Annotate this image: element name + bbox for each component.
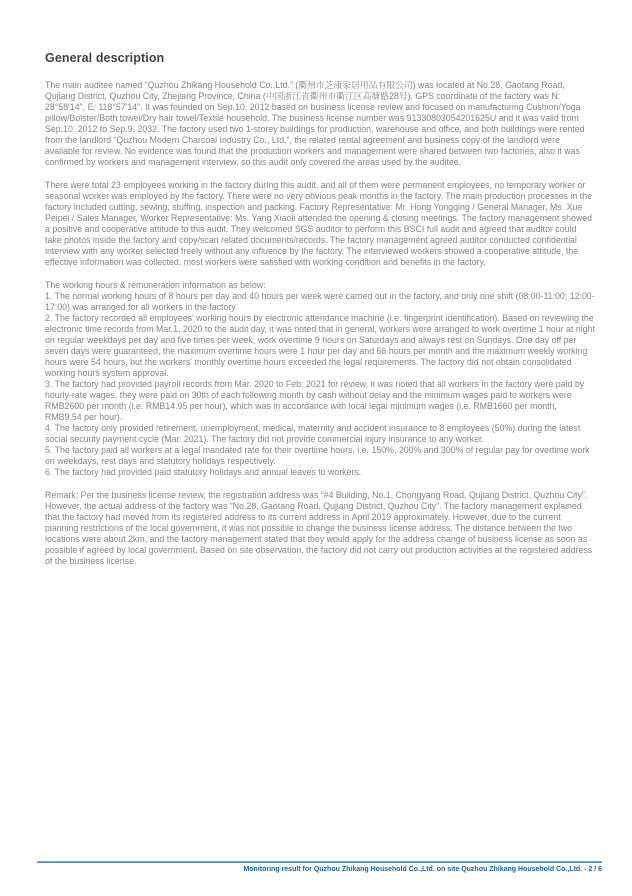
paragraph-1: The main auditee named “Quzhou Zhikang Household Co.,Ltd.” (衢州市芝康家居用品有限公司) was located at No.28, Gaotang Road, Qujiang District, Quzhou City, Zhejiang Province, China (中国浙江省衢州市衢江区高塘路28号). GPS coordinate of the factory was N: 28°58'14", E: 118°57'14". It was founded on Sep.10, 2012 based on business license review and focused on manufacturing Cushion/Yoga pillow/Bolster/Both towel/Dry hair towel/Textile household. The business license number was 91330803054201625U and it was valid from Sep.10, 2012 to Sep.9, 2032. The factory used two 1-storey buildings for production, warehouse and office, and both buildings were rented from the landlord “Quzhou Modern Charcoal Industry Co., Ltd.”, the related rental agreement and business copy of the landlord were available for review. No evidence was found that the production workers and management were shared between two factories, also it was confirmed by workers and management interview, so this audit only covered the areas used by the auditee. <box>45 80 585 167</box>
footer-text: Monitoring result for Quzhou Zhikang Household Co.,Ltd. on site Quzhou Zhikang Household Co.,Ltd. - 2 / 6 <box>243 866 602 873</box>
paragraph-3-item-2: 1. The normal working hours of 8 hours per day and 40 hours per week were carried out in the factory, and only one shift (08:00-11:00; 12:00-17:00) was arranged for all workers in the factory. <box>45 291 595 312</box>
document-content <box>45 51 595 567</box>
footer-divider <box>37 861 602 863</box>
page-title: General description <box>45 51 165 65</box>
paragraph-3-item-4: 3. The factory had provided payroll records from Mar. 2020 to Feb. 2021 for review, it was noted that all workers in the factory were paid by hourly-rate wages, they were paid on 30th of each following month by cash without delay and the minimum wages paid to workers were RMB2600 per month (i.e. RMB14.95 per hour), which was in accordance with local legal minimum wages (i.e. RMB1660 per month, RMB9.54 per hour). <box>45 379 585 422</box>
paragraph-3-item-6: 5. The factory paid all workers at a legal mandated rate for their overtime hours, i.e. 150%, 200% and 300% of regular pay for overtime work on weekdays, rest days and statutory holidays respectively. <box>45 445 590 466</box>
paragraph-3-item-3: 2. The factory recorded all employees' working hours by electronic attendance machine (i.e. fingerprint identification). Based on reviewing the electronic time records from Mar.1, 2020 to the audit day, it was noted that in general, workers were arranged to work overtime 1 hour at night on regular weekdays per day and five times per week, work overtime 9 hours on Saturdays and always rest on Sundays. One day off per seven days were guaranteed, the maximum overtime hours were 1 hour per day and 66 hours per month and the maximum weekly working hours were 54 hours, but the workers' monthly overtime hours exceeded the legal requirements. The factory did not obtain consolidated working hours system approval. <box>45 313 595 378</box>
paragraph-2: There were total 23 employees working in the factory during this audit, and all of them were permanent employees, no temporary worker or seasonal worker was employed by the factory. There were no very obvious peak months in the factory. The main production processes in the factory included cutting, sewing, stuffing, inspection and packing. Factory Representative: Mr. Hong Yongqing / General Manager, Ms. Xue Peipei / Sales Manager, Worker Representative: Ms. Yang Xiaoli attended the opening & closing meetings. The factory management showed a positive and cooperative attitude to this audit. They welcomed SGS auditor to perform this BSCI full audit and agreed that auditor could take photos inside the factory and copy/scan related documents/records. The factory management agreed auditor conducted confidential interview with any worker selected freely without any influence by the factory. The interviewed workers showed a cooperative attitude, the effective information was collected, most workers were satisfied with working condition and benefits in the factory. <box>45 180 593 267</box>
paragraph-3-item-1: The working hours & remuneration information as below: <box>45 280 266 290</box>
paragraph-3-item-5: 4. The factory only provided retirement, unemployment, medical, maternity and accident insurance to 8 employees (50%) during the latest social security payment cycle (Mar. 2021). The factory did not provide commercial injury insurance to any worker. <box>45 423 581 444</box>
paragraph-3-item-7: 6. The factory had provided paid statutory holidays and annual leaves to workers. <box>45 467 362 477</box>
paragraph-4: Remark: Per the business license review, the registration address was “#4 Building, No.1, Chongyang Road, Qujiang District, Quzhou City”. However, the actual address of the factory was “No.28, Gaotang Road, Qujiang District, Quzhou City”. The factory management explained that the factory had moved from its registered address to its current address in April 2019 approximately. However, due to the current planning restrictions of the local government, it was not possible to change the business license address. The distance between the two locations were about 2km, and the factory management stated that they would apply for the address change of business license as soon as possible if agreed by local government. Based on site observation, the factory did not carry out production activities at the registered address of the business license. <box>45 490 593 566</box>
document-body <box>45 80 595 567</box>
paragraph-3 <box>45 280 595 478</box>
